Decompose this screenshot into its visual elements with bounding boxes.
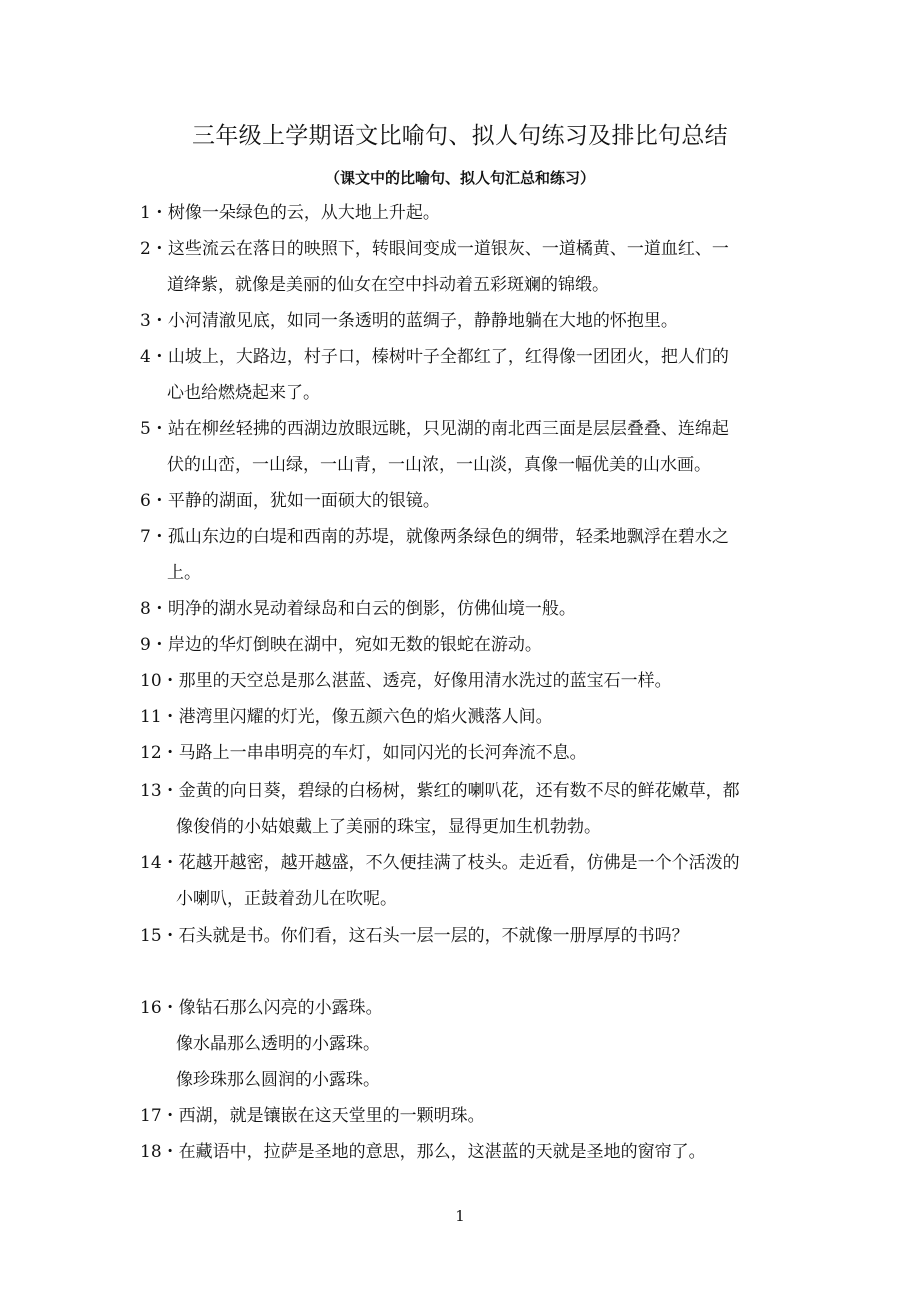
item-text: 西湖，就是镶嵌在这天堂里的一颗明珠。 xyxy=(178,1106,485,1126)
list-item xyxy=(140,303,790,339)
list-item xyxy=(140,627,790,663)
list-item xyxy=(140,339,790,375)
item-continuation: 像水晶那么透明的小露珠。 xyxy=(176,1034,380,1054)
item-number: 2・ xyxy=(140,239,168,259)
item-number: 12・ xyxy=(140,743,179,763)
item-number: 9・ xyxy=(140,635,168,655)
list-item xyxy=(140,1098,790,1134)
list-item xyxy=(140,845,790,881)
item-continuation: 上。 xyxy=(167,563,201,583)
item-number: 1・ xyxy=(140,203,168,223)
list-item xyxy=(140,231,790,267)
item-text: 小河清澈见底，如同一条透明的蓝绸子，静静地躺在大地的怀抱里。 xyxy=(167,311,678,331)
item-continuation: 像俊俏的小姑娘戴上了美丽的珠宝，显得更加生机勃勃。 xyxy=(176,817,601,837)
item-continuation: 小喇叭，正鼓着劲儿在吹呢。 xyxy=(176,889,397,909)
list-item xyxy=(140,591,790,627)
item-text: 岸边的华灯倒映在湖中，宛如无数的银蛇在游动。 xyxy=(167,635,542,655)
item-text: 花越开越密，越开越盛，不久便挂满了枝头。走近看，仿佛是一个个活泼的 xyxy=(178,853,740,873)
item-text: 山坡上，大路边，村子口，榛树叶子全都红了，红得像一团团火，把人们的 xyxy=(167,347,729,367)
list-item xyxy=(140,663,790,699)
item-text: 金黄的向日葵，碧绿的白杨树，紫红的喇叭花，还有数不尽的鲜花嫩草，都 xyxy=(178,781,740,801)
item-text: 在藏语中，拉萨是圣地的意思，那么，这湛蓝的天就是圣地的窗帘了。 xyxy=(178,1142,706,1162)
list-item xyxy=(140,1134,790,1170)
item-continuation: 心也给燃烧起来了。 xyxy=(167,383,320,403)
item-continuation: 道绛紫，就像是美丽的仙女在空中抖动着五彩斑斓的锦缎。 xyxy=(167,275,609,295)
item-text: 平静的湖面，犹如一面硕大的银镜。 xyxy=(167,491,440,511)
item-text: 明净的湖水晃动着绿岛和白云的倒影，仿佛仙境一般。 xyxy=(167,599,576,619)
list-item xyxy=(140,990,790,1026)
page-number: 1 xyxy=(455,1207,465,1225)
page-subtitle: （课文中的比喻句、拟人句汇总和练习） xyxy=(324,169,595,187)
list-item xyxy=(140,483,790,519)
list-item xyxy=(140,699,790,735)
item-text: 港湾里闪耀的灯光，像五颜六色的焰火溅落人间。 xyxy=(178,707,553,727)
item-number: 5・ xyxy=(140,419,168,439)
item-text: 那里的天空总是那么湛蓝、透亮，好像用清水洗过的蓝宝石一样。 xyxy=(178,671,672,691)
list-item xyxy=(140,195,790,231)
item-number: 7・ xyxy=(140,527,168,547)
page-title: 三年级上学期语文比喻句、拟人句练习及排比句总结 xyxy=(192,123,728,149)
item-text: 石头就是书。你们看，这石头一层一层的，不就像一册厚厚的书吗？ xyxy=(178,926,689,946)
item-number: 3・ xyxy=(140,311,168,331)
item-number: 17・ xyxy=(140,1106,179,1126)
item-number: 8・ xyxy=(140,599,168,619)
item-number: 18・ xyxy=(140,1142,179,1162)
list-item xyxy=(140,773,790,809)
item-text: 像钻石那么闪亮的小露珠。 xyxy=(178,998,383,1018)
item-number: 15・ xyxy=(140,926,179,946)
item-text: 这些流云在落日的映照下，转眼间变成一道银灰、一道橘黄、一道血红、一 xyxy=(167,239,729,259)
item-number: 16・ xyxy=(140,998,179,1018)
item-continuation: 像珍珠那么圆润的小露珠。 xyxy=(176,1070,380,1090)
item-number: 11・ xyxy=(140,707,179,727)
item-text: 站在柳丝轻拂的西湖边放眼远眺，只见湖的南北西三面是层层叠叠、连绵起 xyxy=(167,419,729,439)
list-item xyxy=(140,519,790,555)
item-number: 10・ xyxy=(140,671,179,691)
item-number: 14・ xyxy=(140,853,179,873)
item-text: 树像一朵绿色的云，从大地上升起。 xyxy=(167,203,440,223)
item-number: 4・ xyxy=(140,347,168,367)
list-item xyxy=(140,411,790,447)
item-text: 孤山东边的白堤和西南的苏堤，就像两条绿色的绸带，轻柔地飘浮在碧水之 xyxy=(167,527,729,547)
item-number: 13・ xyxy=(140,781,179,801)
item-number: 6・ xyxy=(140,491,168,511)
item-continuation: 伏的山峦，一山绿，一山青，一山浓，一山淡，真像一幅优美的山水画。 xyxy=(167,455,711,475)
list-item xyxy=(140,735,790,771)
item-text: 马路上一串串明亮的车灯，如同闪光的长河奔流不息。 xyxy=(178,743,587,763)
list-item xyxy=(140,918,790,954)
